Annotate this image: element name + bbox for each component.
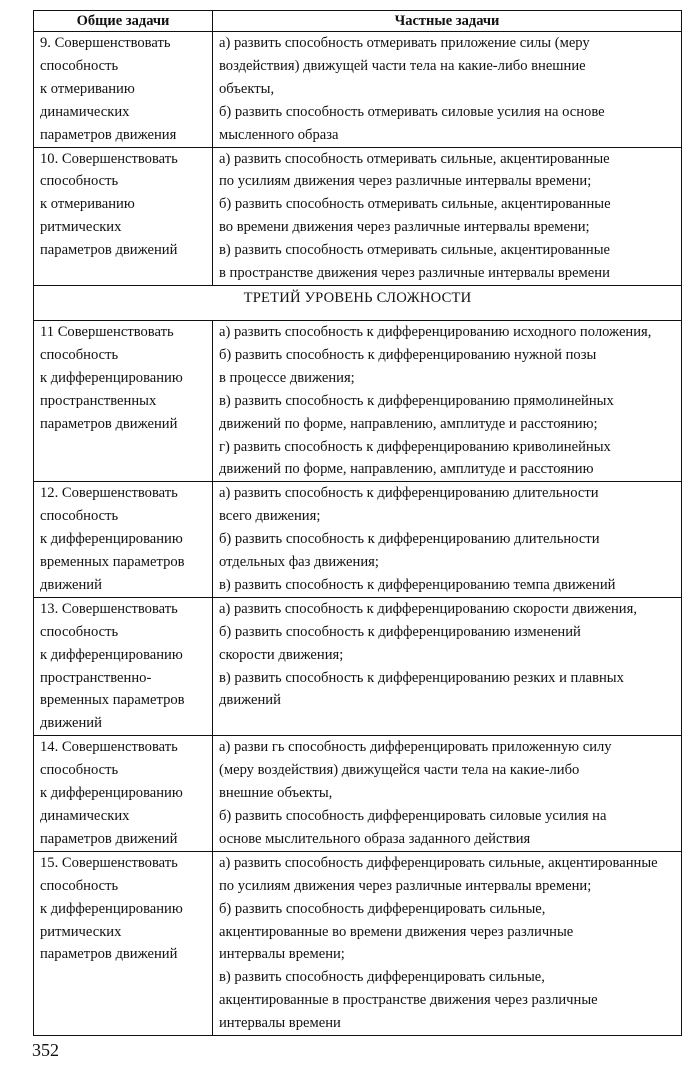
partial-task-line: во времени движения через различные интервалы времени; bbox=[219, 219, 590, 236]
general-task-line: 10. Совершенствовать bbox=[40, 150, 178, 167]
partial-task-line: внешние объекты, bbox=[219, 785, 333, 802]
general-task-cell bbox=[34, 851, 213, 1035]
table-row bbox=[34, 32, 682, 148]
header-partial-tasks: Частные задачи bbox=[213, 11, 682, 32]
general-task-line: 14. Совершенствовать bbox=[40, 739, 178, 756]
general-task-line: движений bbox=[40, 715, 102, 732]
partial-task-line: в пространстве движения через различные интервалы времени bbox=[219, 265, 610, 282]
partial-task-cell bbox=[213, 32, 682, 148]
general-task-line: способность bbox=[40, 762, 119, 779]
table-row bbox=[34, 147, 682, 285]
general-task-cell bbox=[34, 320, 213, 481]
table-body-level-2 bbox=[34, 32, 682, 286]
general-task-line: к дифференцированию bbox=[40, 785, 183, 802]
section-title: ТРЕТИЙ УРОВЕНЬ СЛОЖНОСТИ bbox=[34, 285, 682, 320]
partial-task-cell bbox=[213, 851, 682, 1035]
general-task-line: способность bbox=[40, 346, 119, 363]
partial-task-line: а) развить способность дифференцировать сильные, акцентированные bbox=[219, 854, 658, 871]
general-task-line: к отмериванию bbox=[40, 80, 135, 97]
general-task-cell bbox=[34, 597, 213, 735]
general-task-line: к дифференцированию bbox=[40, 646, 183, 663]
table-row bbox=[34, 851, 682, 1035]
general-task-line: способность bbox=[40, 623, 119, 640]
table-row bbox=[34, 482, 682, 598]
general-task-line: динамических bbox=[40, 808, 130, 824]
partial-task-line: а) развить способность к дифференцированию длительности bbox=[219, 485, 599, 502]
general-task-line: 9. Совершенствовать bbox=[40, 35, 171, 51]
general-task-line: к отмериванию bbox=[40, 196, 135, 213]
general-task-line: 11 Совершенствовать bbox=[40, 323, 174, 340]
partial-task-cell bbox=[213, 320, 682, 481]
general-task-line: 15. Совершенствовать bbox=[40, 854, 178, 871]
general-task-line: параметров движений bbox=[40, 415, 178, 432]
general-task-cell bbox=[34, 736, 213, 852]
partial-task-cell bbox=[213, 482, 682, 598]
page-number: 352 bbox=[32, 1040, 59, 1060]
general-task-line: способность bbox=[40, 57, 119, 74]
partial-task-line: основе мыслительного образа заданного действия bbox=[219, 830, 531, 847]
general-task-cell bbox=[34, 32, 213, 148]
general-task-line: 13. Совершенствовать bbox=[40, 600, 178, 617]
general-task-line: параметров движения bbox=[40, 126, 177, 143]
partial-task-line: всего движения; bbox=[219, 508, 321, 525]
table-body-level-3 bbox=[34, 320, 682, 1035]
general-task-line: параметров движений bbox=[40, 946, 178, 963]
general-task-line: способность bbox=[40, 877, 119, 894]
partial-task-line: движений по форме, направлению, амплитуде и расстоянию bbox=[219, 461, 594, 478]
partial-task-line: б) развить способность дифференцировать сильные, bbox=[219, 900, 546, 917]
partial-task-line: (меру воздействия) движущейся части тела на какие-либо bbox=[219, 762, 580, 779]
general-task-line: параметров движений bbox=[40, 242, 178, 259]
partial-task-line: в) развить способность к дифференцированию резких и плавных bbox=[219, 669, 624, 686]
partial-task-line: акцентированные в пространстве движения через различные bbox=[219, 992, 598, 1009]
partial-task-line: б) развить способность отмеривать сильные, акцентированные bbox=[219, 196, 611, 213]
partial-task-line: г) развить способность к дифференцированию криволинейных bbox=[219, 438, 611, 455]
general-task-line: параметров движений bbox=[40, 830, 178, 847]
partial-task-line: а) развить способность к дифференцированию исходного положения, bbox=[219, 323, 652, 340]
general-task-line: пространственных bbox=[40, 392, 157, 409]
header-general-tasks: Общие задачи bbox=[34, 11, 213, 32]
partial-task-line: в) развить способность отмеривать сильные, акцентированные bbox=[219, 242, 611, 259]
general-task-line: ритмических bbox=[40, 219, 122, 236]
partial-task-line: в) развить способность к дифференцированию прямолинейных bbox=[219, 392, 614, 409]
general-task-line: пространственно- bbox=[40, 669, 152, 686]
partial-task-line: интервалы времени; bbox=[219, 946, 345, 963]
partial-task-line: в процессе движения; bbox=[219, 369, 355, 386]
partial-task-line: а) развить способность отмеривать приложение силы (меру bbox=[219, 35, 590, 51]
partial-task-line: акцентированные во времени движения через различные bbox=[219, 923, 574, 940]
tasks-table bbox=[33, 10, 682, 1036]
general-task-cell bbox=[34, 147, 213, 285]
table-row bbox=[34, 597, 682, 735]
partial-task-line: б) развить способность к дифференцированию нужной позы bbox=[219, 346, 597, 363]
partial-task-cell bbox=[213, 597, 682, 735]
general-task-line: способность bbox=[40, 508, 119, 525]
partial-task-line: объекты, bbox=[219, 80, 275, 97]
partial-task-line: движений по форме, направлению, амплитуде и расстоянию; bbox=[219, 415, 598, 432]
section-row bbox=[34, 285, 682, 320]
general-task-line: к дифференцированию bbox=[40, 900, 183, 917]
partial-task-line: по усилиям движения через различные интервалы времени; bbox=[219, 173, 592, 190]
general-task-cell bbox=[34, 482, 213, 598]
partial-task-line: воздействия) движущей части тела на какие-либо внешние bbox=[219, 57, 586, 74]
general-task-line: способность bbox=[40, 173, 119, 190]
header-row bbox=[34, 11, 682, 32]
partial-task-line: б) развить способность дифференцировать силовые усилия на bbox=[219, 808, 607, 824]
partial-task-line: мысленного образа bbox=[219, 126, 339, 143]
partial-task-line: скорости движения; bbox=[219, 646, 344, 663]
partial-task-line: а) развить способность отмеривать сильные, акцентированные bbox=[219, 150, 610, 167]
table-row bbox=[34, 320, 682, 481]
partial-task-line: интервалы времени bbox=[219, 1015, 341, 1032]
general-task-line: ритмических bbox=[40, 923, 122, 940]
partial-task-line: в) развить способность к дифференцированию темпа движений bbox=[219, 576, 616, 593]
general-task-line: движений bbox=[40, 576, 102, 593]
general-task-line: динамических bbox=[40, 103, 130, 120]
partial-task-line: в) развить способность дифференцировать сильные, bbox=[219, 969, 545, 986]
partial-task-line: б) развить способность к дифференцированию изменений bbox=[219, 623, 581, 640]
table-row bbox=[34, 736, 682, 852]
general-task-line: 12. Совершенствовать bbox=[40, 485, 178, 502]
general-task-line: временных параметров bbox=[40, 554, 185, 571]
partial-task-line: а) разви гь способность дифференцировать приложенную силу bbox=[219, 739, 612, 756]
partial-task-cell bbox=[213, 736, 682, 852]
general-task-line: временных параметров bbox=[40, 692, 185, 709]
partial-task-line: движений bbox=[219, 692, 281, 709]
partial-task-line: по усилиям движения через различные интервалы времени; bbox=[219, 877, 592, 894]
partial-task-line: отдельных фаз движения; bbox=[219, 554, 379, 571]
partial-task-line: б) развить способность к дифференцированию длительности bbox=[219, 531, 600, 548]
partial-task-line: а) развить способность к дифференцированию скорости движения, bbox=[219, 600, 637, 617]
general-task-line: к дифференцированию bbox=[40, 369, 183, 386]
partial-task-cell bbox=[213, 147, 682, 285]
partial-task-line: б) развить способность отмеривать силовые усилия на основе bbox=[219, 103, 605, 120]
general-task-line: к дифференцированию bbox=[40, 531, 183, 548]
